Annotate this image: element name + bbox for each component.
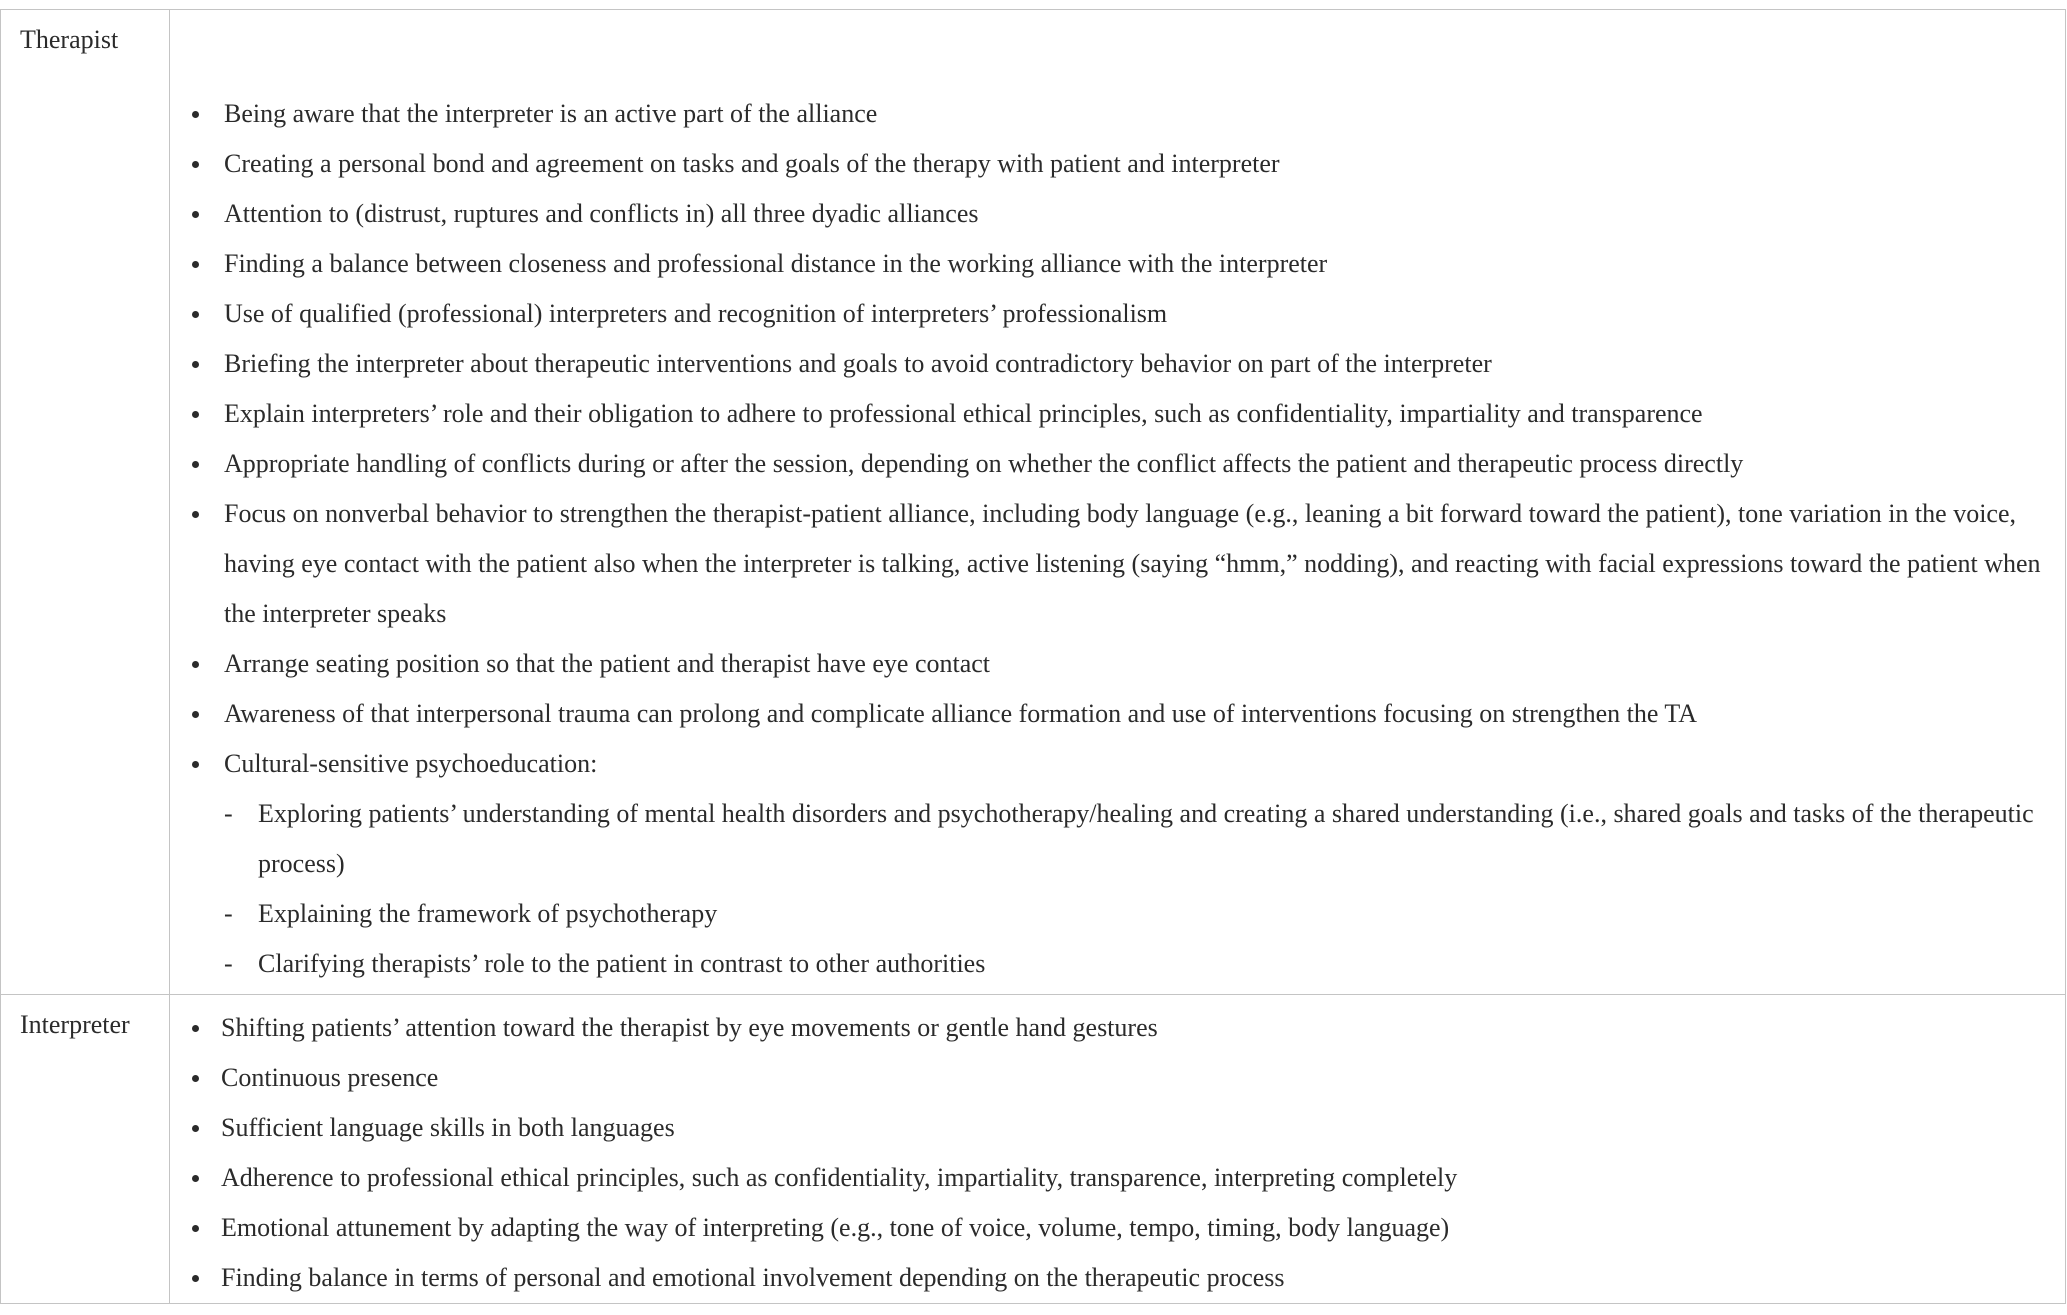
list-item: Emotional attunement by adapting the way of interpreting (e.g., tone of voice, volume, tempo, timing, body language): [170, 1203, 2065, 1253]
list-item: Use of qualified (professional) interpreters and recognition of interpreters’ professionalism: [170, 289, 2065, 339]
table-row-interpreter: [1, 995, 2066, 1304]
list-item: Attention to (distrust, ruptures and conflicts in) all three dyadic alliances: [170, 189, 2065, 239]
list-item: Finding a balance between closeness and professional distance in the working alliance with the interpreter: [170, 239, 2065, 289]
list-item: Finding balance in terms of personal and emotional involvement depending on the therapeutic process: [170, 1253, 2065, 1303]
list-item: Focus on nonverbal behavior to strengthen the therapist-patient alliance, including body language (e.g., leaning a bit forward toward the patient), tone variation in the voice, having eye contact with the patient also when the interpreter is talking, active listening (saying “hmm,” nodding), and reacting with facial expressions toward the patient when the interpreter speaks: [170, 489, 2065, 639]
list-item: Briefing the interpreter about therapeutic interventions and goals to avoid contradictory behavior on part of the interpreter: [170, 339, 2065, 389]
sub-list-item: - Exploring patients’ understanding of mental health disorders and psychotherapy/healing and creating a shared understanding (i.e., shared goals and tasks of the therapeutic process): [224, 789, 2051, 889]
items-cell: [170, 10, 2066, 995]
sub-list-item: - Explaining the framework of psychotherapy: [224, 889, 2051, 939]
sub-list-item: - Clarifying therapists’ role to the patient in contrast to other authorities: [224, 939, 2051, 989]
list-item: Being aware that the interpreter is an active part of the alliance: [170, 89, 2065, 139]
sub-list: [224, 789, 2051, 989]
therapist-list: [170, 10, 2065, 989]
list-item: Shifting patients’ attention toward the therapist by eye movements or gentle hand gestures: [170, 1003, 2065, 1053]
strategies-table: [0, 9, 2066, 1304]
role-label-therapist: Therapist: [20, 25, 119, 54]
list-item: Awareness of that interpersonal trauma can prolong and complicate alliance formation and use of interventions focusing on strengthen the TA: [170, 689, 2065, 739]
interpreter-list: [170, 995, 2065, 1303]
list-item: [170, 739, 2065, 989]
list-item: Sufficient language skills in both languages: [170, 1103, 2065, 1153]
role-label-interpreter: Interpreter: [20, 1010, 130, 1039]
role-cell: [1, 995, 170, 1304]
list-item-label: Cultural-sensitive psychoeducation:: [224, 749, 598, 778]
list-item: Appropriate handling of conflicts during or after the session, depending on whether the conflict affects the patient and therapeutic process directly: [170, 439, 2065, 489]
table-row-therapist: [1, 10, 2066, 995]
items-cell: [170, 995, 2066, 1304]
list-item: Explain interpreters’ role and their obligation to adhere to professional ethical principles, such as confidentiality, impartiality and transparence: [170, 389, 2065, 439]
role-cell: [1, 10, 170, 995]
list-item: Arrange seating position so that the patient and therapist have eye contact: [170, 639, 2065, 689]
list-item: Adherence to professional ethical principles, such as confidentiality, impartiality, transparence, interpreting completely: [170, 1153, 2065, 1203]
list-item: Creating a personal bond and agreement on tasks and goals of the therapy with patient and interpreter: [170, 139, 2065, 189]
list-item: Continuous presence: [170, 1053, 2065, 1103]
